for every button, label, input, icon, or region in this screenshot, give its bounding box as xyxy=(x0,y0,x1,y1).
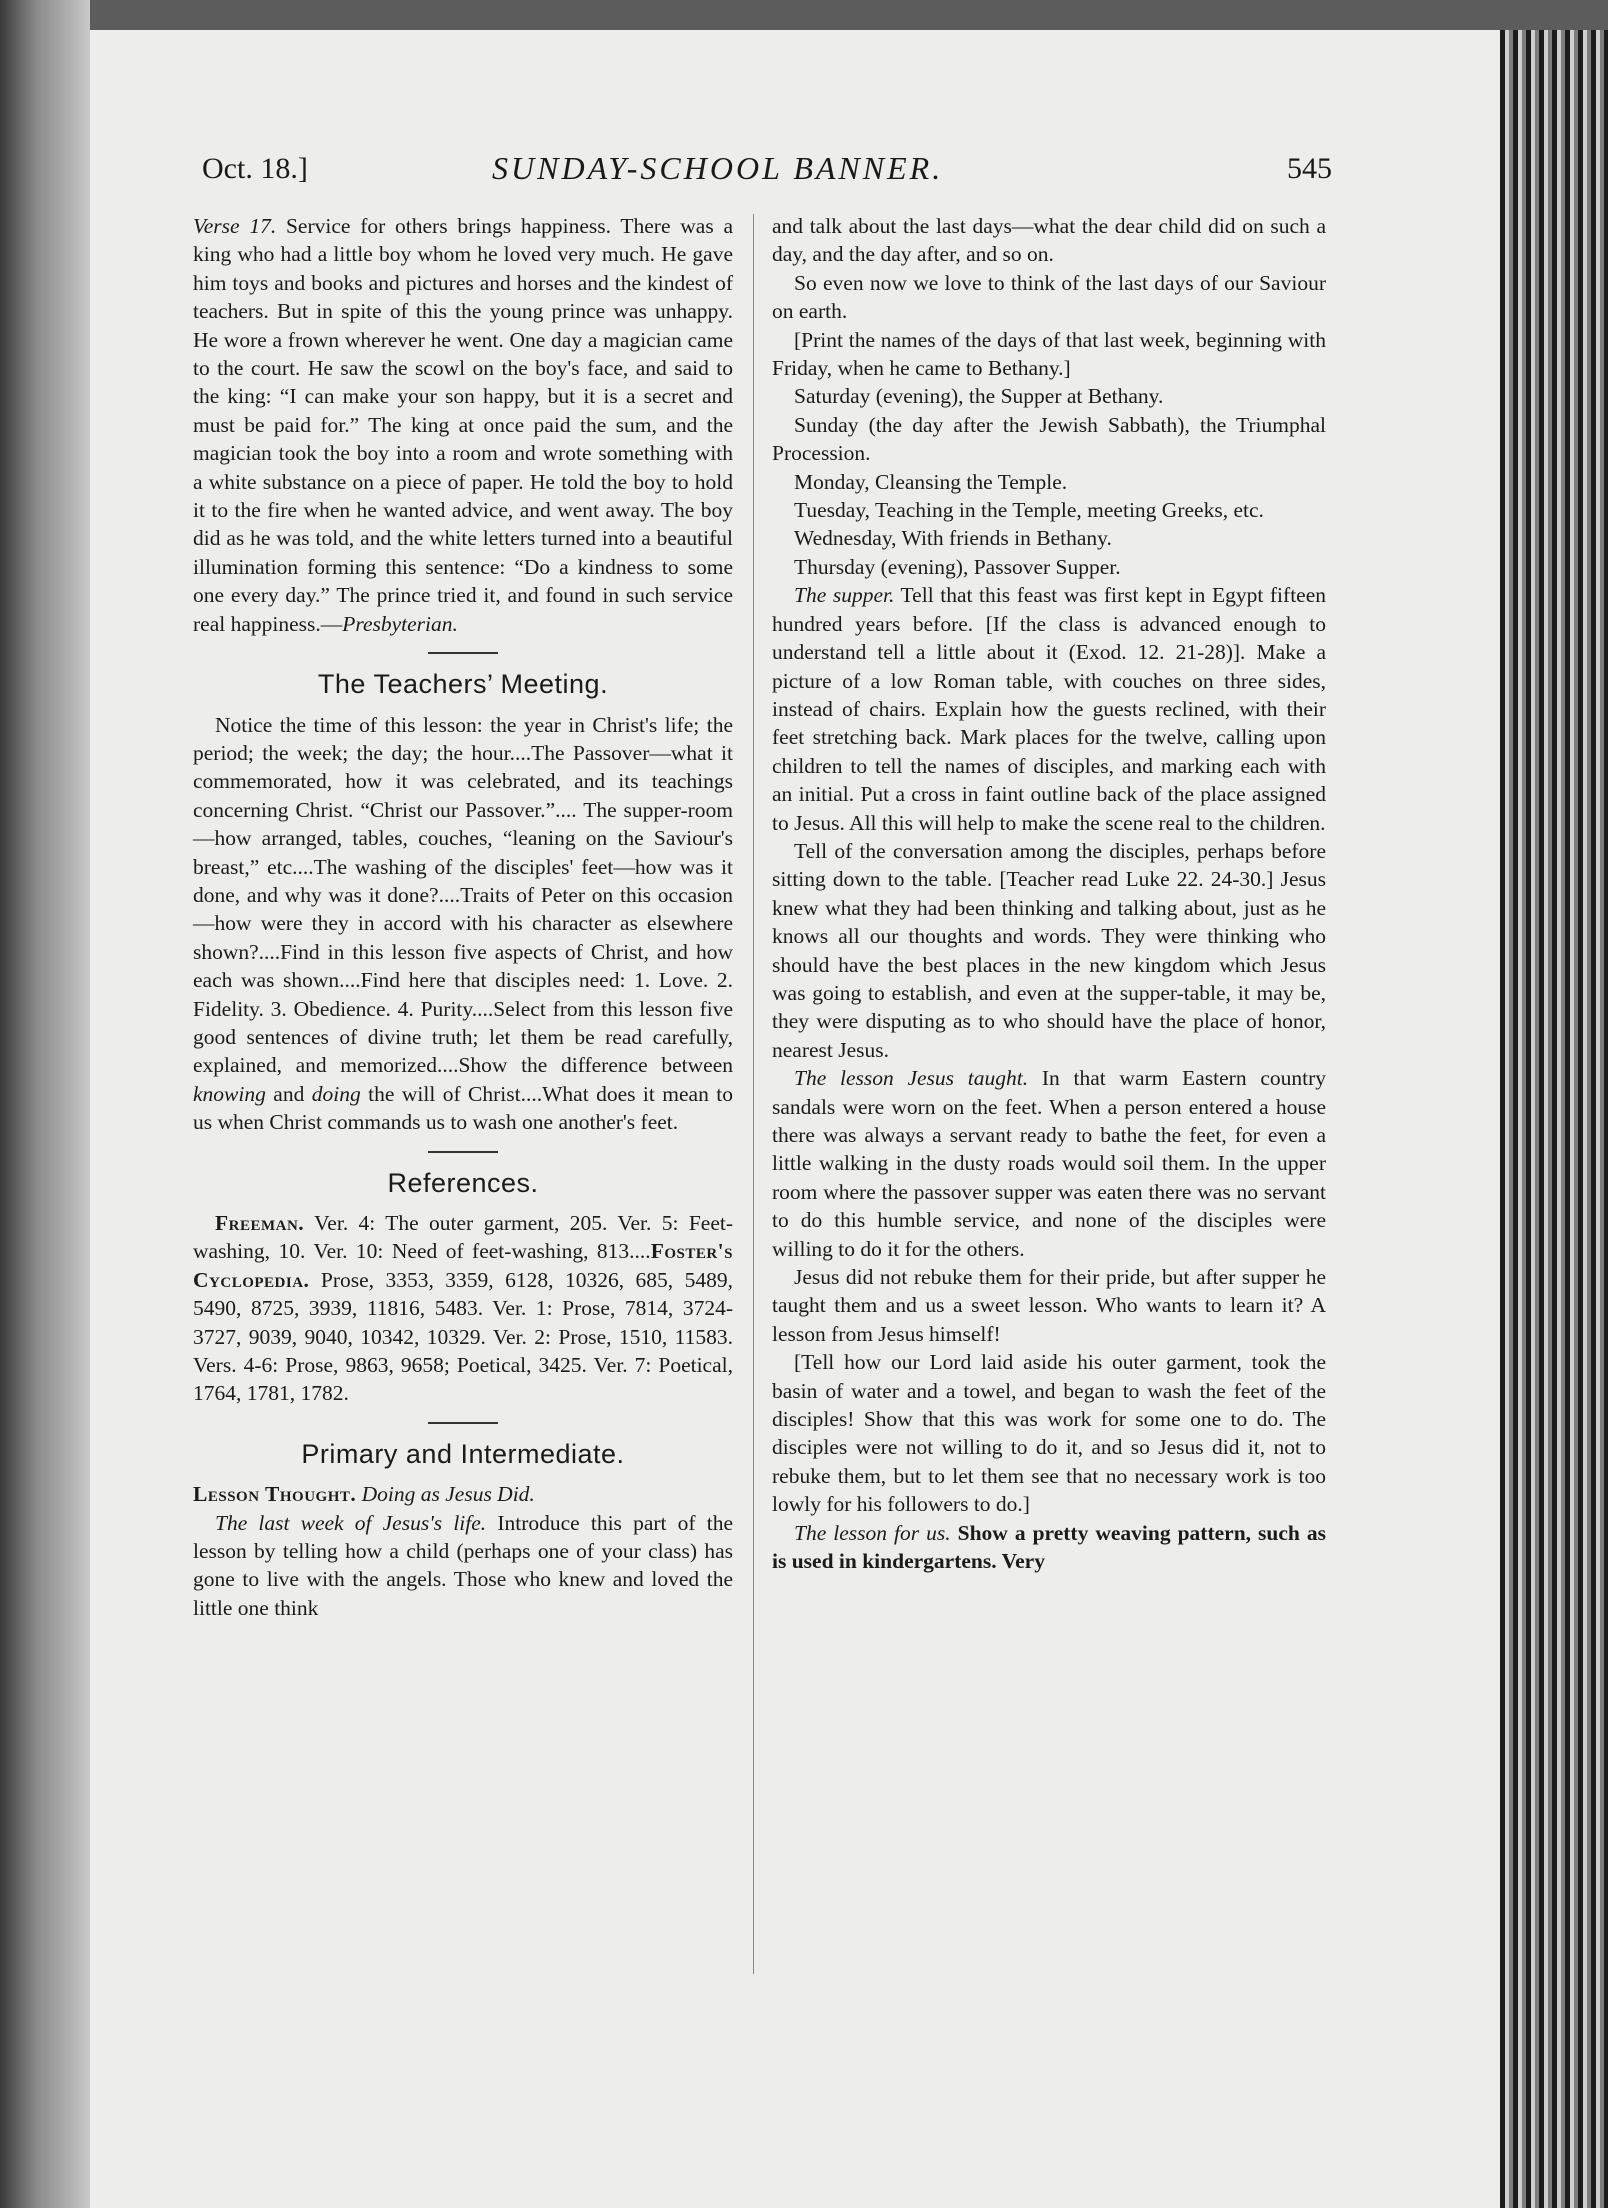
last-week-paragraph xyxy=(193,1509,733,1623)
references-heading: References. xyxy=(387,1167,539,1198)
foster-label: Foster's Cyclopedia. xyxy=(193,1239,733,1292)
last-week-label: The last week of Jesus's life. xyxy=(215,1510,487,1535)
left-column xyxy=(193,212,733,1622)
teachers-meeting-mid: and xyxy=(265,1081,312,1106)
section-rule xyxy=(428,1422,498,1424)
teachers-meeting-end: the will of Christ....What does it mean to us when Christ commands us to wash one another's feet. xyxy=(193,1081,733,1135)
lesson-thought-label: Lesson Thought. xyxy=(193,1482,357,1507)
column-divider xyxy=(753,214,754,1974)
day-entry: Monday, Cleansing the Temple. xyxy=(794,469,1068,494)
lesson-for-us-label: The lesson for us. xyxy=(794,1520,951,1545)
freeman-label: Freeman. xyxy=(215,1211,305,1235)
running-header xyxy=(202,148,1332,192)
supper-label: The supper. xyxy=(794,583,895,608)
primary-heading: Primary and Intermediate. xyxy=(301,1438,625,1469)
lesson-for-us-paragraph xyxy=(772,1519,1326,1576)
teachers-meeting-text: Notice the time of this lesson: the year in Christ's life; the period; the week; the day; the hour....The Passover—what it commemorated, how it was celebrated, and its teachings concerning Christ. “Christ our Passover.”.... The supper-room—how arranged, tables, couches, “leaning on the Saviour's breast,” etc....The washing of the disciples' feet—how was it done, and why was it done?....Traits of Peter on this occasion—how were they in accord with his character as elsewhere shown?....Find in this lesson five aspects of Christ, and how each was shown....Find here that disciples need: 1. Love. 2. Fidelity. 3. Obedience. 4. Purity....Select from this lesson five good sentences of divine truth; let them be read carefully, explained, and memorized....Show the difference between xyxy=(193,712,733,1078)
header-date: Oct. 18.] xyxy=(202,152,308,185)
verse-label: Verse 17. xyxy=(193,214,277,238)
lesson-thought-line xyxy=(193,1480,733,1508)
book-fore-edge xyxy=(1500,30,1608,2208)
facing-page-edge xyxy=(0,0,90,2208)
last-week-text: Introduce this part of the lesson by telling how a child (perhaps one of your class) has gone to live with the angels. Those who knew and loved the little one think xyxy=(193,1510,733,1620)
lesson-taught-label: The lesson Jesus taught. xyxy=(794,1066,1029,1091)
lesson-for-us-text: Show a pretty weaving pattern, such as is used in kindergartens. Very xyxy=(772,1520,1326,1574)
day-entry: Tuesday, Teaching in the Temple, meeting Greeks, etc. xyxy=(794,498,1264,523)
day-entry: Saturday (evening), the Supper at Bethany. xyxy=(794,384,1164,409)
verse-text: Service for others brings happiness. There was a king who had a little boy whom he loved very much. He gave him toys and books and pictures and horses and the kindest of teachers. But in spite of this the young prince was unhappy. He wore a frown wherever he went. One day a magician came to the court. He saw the scowl on the boy's face, and said to the king: “I can make your son happy, but it is a secret and must be paid for.” The king at once paid the sum, and the magician took the boy into a room and wrote something with a white substance on a piece of paper. He told the boy to hold it to the fire when he wanted advice, and went away. The boy did as he was told, and the white letters turned into a beautiful illumination forming this sentence: “Do a kindness to some one every day.” The prince tried it, and found in such service real happiness.— xyxy=(193,214,733,636)
teachers-meeting-paragraph xyxy=(193,711,733,1137)
doing-italic: doing xyxy=(311,1081,361,1106)
supper-text: Tell that this feast was first kept in Egypt fifteen hundred years before. [If the class is advanced enough to understand tell a little about it (Exod. 12. 21-28)]. Make a picture of a low Roman table, with couches on three sides, instead of chairs. Explain how the guests reclined, with their feet stretching back. Mark places for the twelve, calling upon children to tell the names of disciples, and marking each with an initial. Put a cross in faint outline back of the place assigned to Jesus. All this will help to make the scene real to the children. xyxy=(772,583,1327,835)
conversation-paragraph: Tell of the conversation among the disciples, perhaps before sitting down to the table. [Teacher read Luke 22. 24-30.] Jesus knew what they had been thinking and talking about, just as he knows all our thoughts and words. They were thinking who should have the best places in the new kingdom which Jesus was going to establish, and even at the supper-table, it may be, they were disputing as to who should have the place of honor, nearest Jesus. xyxy=(772,838,1326,1062)
knowing-italic: knowing xyxy=(193,1081,266,1106)
tell-how-paragraph: [Tell how our Lord laid aside his outer garment, took the basin of water and a towel, and began to wash the feet of the disciples! Show that this was work for some one to do. The disciples were not willing to do it, and so Jesus did it, not to rebuke them, but to let them see that no necessary work is too lowly for his followers to do.] xyxy=(772,1350,1326,1517)
references-paragraph xyxy=(193,1209,733,1408)
verse-17-paragraph xyxy=(193,212,733,638)
section-rule xyxy=(428,1151,498,1153)
lesson-thought: Doing as Jesus Did. xyxy=(361,1482,535,1507)
lesson-taught-text: In that warm Eastern country sandals were worn on the feet. When a person entered a house there was always a servant ready to bathe the feet, for even a little walking in the dusty roads would soil them. In the upper room where the passover supper was eaten there was no servant to do this humble service, and none of the disciples were willing to do it for the others. xyxy=(772,1066,1326,1261)
references-text-2: Prose, 3353, 3359, 6128, 10326, 685, 5489, 5490, 8725, 3939, 11816, 5483. Ver. 1: Prose, 7814, 3724-3727, 9039, 9040, 10342, 10329. Ver. 2: Prose, 1510, 11583. Vers. 4-6: Prose, 9863, 9658; Poetical, 3425. Ver. 7: Poetical, 1764, 1781, 1782. xyxy=(193,1267,733,1406)
page-number: 545 xyxy=(1287,152,1332,185)
supper-paragraph xyxy=(772,581,1326,837)
header-title: SUNDAY-SCHOOL BANNER. xyxy=(492,150,944,186)
references-text-1: Ver. 4: The outer garment, 205. Ver. 5: Feet-washing, 10. Ver. 10: Need of feet-washing, 813.... xyxy=(193,1211,733,1264)
right-paragraph-3: [Print the names of the days of that last week, beginning with Friday, when he came to Bethany.] xyxy=(772,327,1326,381)
day-entry: Sunday (the day after the Jewish Sabbath), the Triumphal Procession. xyxy=(772,412,1326,466)
section-rule xyxy=(428,652,498,654)
day-entry: Wednesday, With friends in Bethany. xyxy=(794,526,1112,551)
verse-source: Presbyterian. xyxy=(342,611,458,636)
right-paragraph-2: So even now we love to think of the last days of our Saviour on earth. xyxy=(772,270,1326,324)
day-entry: Thursday (evening), Passover Supper. xyxy=(794,554,1121,579)
teachers-meeting-heading: The Teachers’ Meeting. xyxy=(317,669,609,700)
right-paragraph-1: and talk about the last days—what the dear child did on such a day, and the day after, and so on. xyxy=(772,214,1326,267)
right-column xyxy=(772,212,1326,1576)
did-not-rebuke-paragraph: Jesus did not rebuke them for their pride, but after supper he taught them and us a sweet lesson. Who wants to learn it? A lesson from Jesus himself! xyxy=(772,1265,1326,1346)
scan-top-band xyxy=(0,0,1608,30)
lesson-taught-paragraph xyxy=(772,1064,1326,1263)
